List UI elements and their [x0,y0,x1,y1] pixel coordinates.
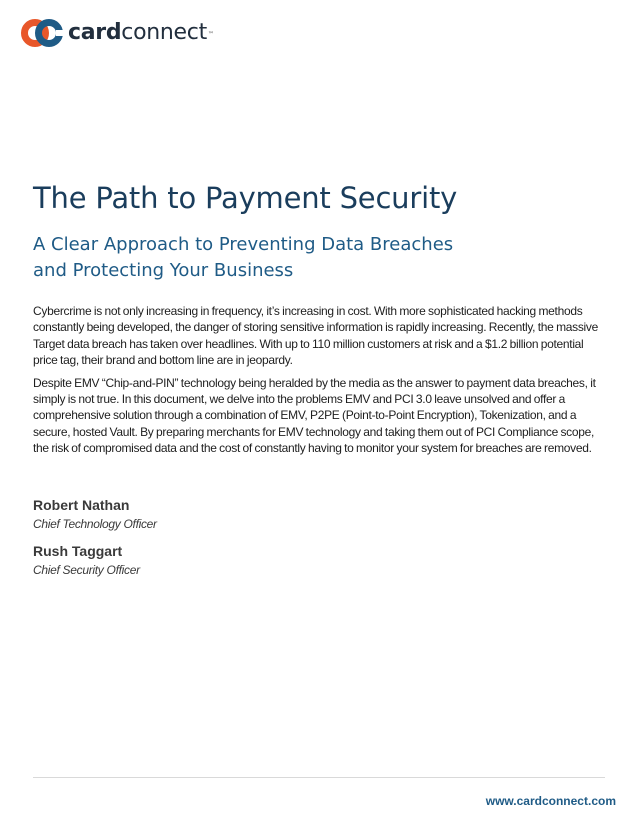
subtitle-line-2: and Protecting Your Business [33,260,294,281]
cardconnect-logo [20,18,214,48]
author-name: Robert Nathan [33,497,130,513]
intro-paragraph-1: Cybercrime is not only increasing in frequency, it’s increasing in cost. With more sophisticated hacking methods constantly being developed, the danger of storing sensitive information is rapidly increasing. Recently, the massive Target data breach has taken over headlines. With up to 110 million customers at risk and a $1.2 billion potential price tag, their brand and bottom line are in jeopardy. [33,304,598,368]
author-role: Chief Technology Officer [33,517,157,531]
footer-website-link[interactable]: www.cardconnect.com [485,794,616,808]
document-subtitle [33,232,593,284]
author-role: Chief Security Officer [33,563,140,577]
logo-wordmark-regular: connect [121,20,207,45]
author-name: Rush Taggart [33,543,123,559]
trademark-symbol: ™ [207,31,214,38]
intro-paragraph-2: Despite EMV “Chip-and-PIN” technology being heralded by the media as the answer to payment data breaches, it simply is not true. In this document, we delve into the problems EMV and PCI 3.0 leave unsolved and offer a comprehensive solution through a combination of EMV, P2PE (Point-to-Point Encryption), Tokenization, and a secure, hosted Vault. By preparing merchants for EMV technology and taking them out of PCI Compliance scope, the risk of compromised data and the cost of constantly having to monitor your system for breaches are removed. [33,375,596,456]
subtitle-line-1: A Clear Approach to Preventing Data Breaches [33,234,454,255]
logo-wordmark [68,18,214,48]
footer-divider [33,777,605,778]
author-rush-taggart [33,542,140,578]
document-title: The Path to Payment Security [33,181,458,215]
cardconnect-logo-icon [20,18,64,48]
logo-wordmark-bold: card [68,20,122,45]
intro-body [33,303,605,463]
author-robert-nathan [33,496,157,532]
